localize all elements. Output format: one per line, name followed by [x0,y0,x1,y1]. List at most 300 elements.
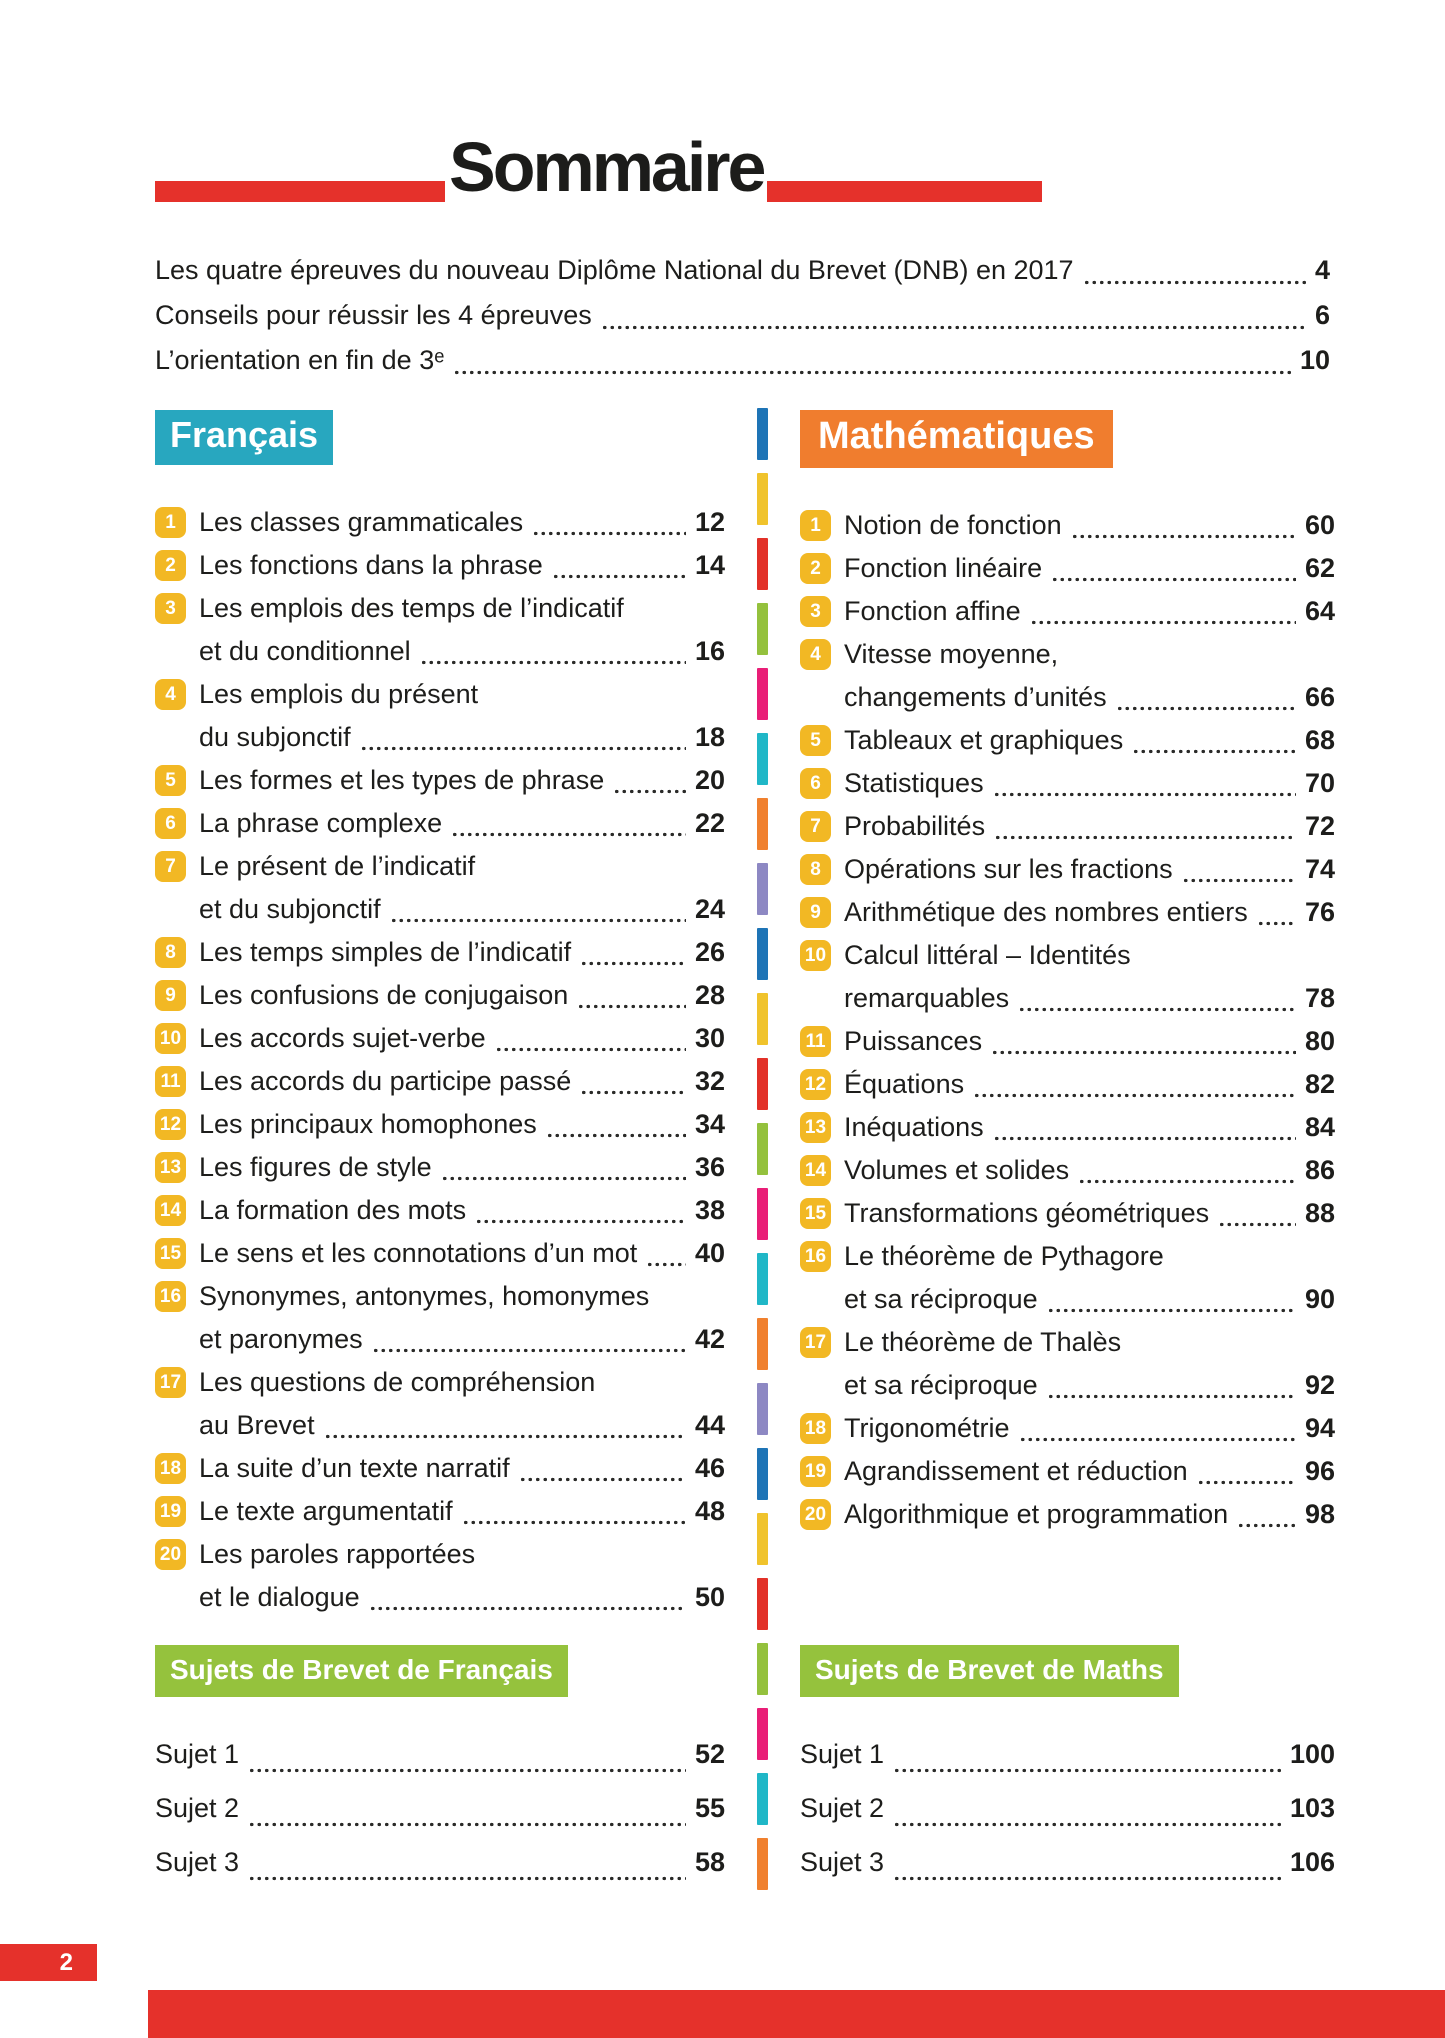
toc-line [844,1106,1335,1149]
item-number-badge: 4 [800,639,831,670]
toc-item-lines [844,547,1335,590]
toc-line [199,1447,725,1490]
item-number-badge: 1 [155,507,186,538]
dot-leader-icon [973,1093,1296,1098]
toc-line [844,1321,1335,1364]
toc-item-lines [844,1063,1335,1106]
page-ref: 38 [694,1195,725,1225]
toc-line [800,1727,1335,1781]
toc-line [844,1493,1335,1536]
toc-item-lines [844,934,1335,1020]
item-number-badge: 13 [800,1112,831,1143]
page-ref: 32 [694,1066,725,1096]
dot-leader-icon [372,1348,686,1353]
item-number-badge: 15 [800,1198,831,1229]
toc-item-lines [844,1493,1335,1536]
toc-label: Vitesse moyenne, [844,639,1059,669]
toc-item-lines [844,633,1335,719]
sujets-header: Sujets de Brevet de Maths [800,1645,1179,1697]
sujets-block [155,1645,725,1889]
toc-line [199,888,725,931]
toc-item-lines [199,544,725,587]
divider-dash-icon [757,1643,768,1695]
toc-item [155,759,725,802]
item-number-badge: 16 [800,1241,831,1272]
item-number-badge: 12 [800,1069,831,1100]
toc-item-lines [199,1447,725,1490]
item-number-badge: 2 [800,553,831,584]
toc-list [155,501,725,1619]
toc-line [155,1727,725,1781]
toc-label: Les figures de style [199,1152,432,1182]
toc-line [800,1835,1335,1889]
toc-line [155,248,1330,293]
toc-item [155,587,725,673]
toc-item [155,1533,725,1619]
page-ref: 66 [1304,682,1335,712]
dot-leader-icon [1047,1394,1296,1399]
toc-line [844,762,1335,805]
dot-leader-icon [601,325,1306,330]
page-ref: 88 [1304,1198,1335,1228]
toc-item [155,845,725,931]
toc-item [155,974,725,1017]
item-number-badge: 8 [155,937,186,968]
page-ref: 10 [1299,345,1330,375]
toc-item-lines [844,1450,1335,1493]
divider-dash-icon [757,1448,768,1500]
toc-line [844,1149,1335,1192]
toc-label: Arithmétique des nombres entiers [844,897,1248,927]
toc-item [800,1149,1335,1192]
toc-label: Les temps simples de l’indicatif [199,937,572,967]
page-ref: 42 [694,1324,725,1354]
toc-line [844,1235,1335,1278]
divider-dash-icon [757,928,768,980]
toc-label: Le théorème de Pythagore [844,1241,1164,1271]
toc-item-lines [199,1017,725,1060]
bottom-accent-bar [148,1990,1445,2038]
item-number-badge: 6 [155,808,186,839]
divider-dash-icon [757,993,768,1045]
toc-item-lines [199,845,725,931]
divider-dash-icon [757,1513,768,1565]
toc-item-lines [199,974,725,1017]
page-ref: 4 [1314,255,1330,285]
toc-label: Statistiques [844,768,984,798]
toc-label: Les accords sujet-verbe [199,1023,486,1053]
item-number-badge: 4 [155,679,186,710]
item-number-badge: 18 [800,1413,831,1444]
item-number-badge: 18 [155,1453,186,1484]
toc-label: Les accords du participe passé [199,1066,572,1096]
toc-label: Équations [844,1069,965,1099]
page-ref: 62 [1304,553,1335,583]
toc-item [800,719,1335,762]
page-ref: 44 [694,1410,725,1440]
item-number-badge: 12 [155,1109,186,1140]
toc-item-lines [199,1533,725,1619]
toc-label: Transformations géométriques [844,1198,1210,1228]
toc-item [800,504,1335,547]
toc-label: Calcul littéral – Identités [844,940,1131,970]
item-number-badge: 5 [155,765,186,796]
toc-line [844,934,1335,977]
toc-item [155,1103,725,1146]
divider-dash-icon [757,863,768,915]
toc-item-lines [199,1189,725,1232]
dot-leader-icon [893,1768,1281,1773]
page-ref: 103 [1289,1793,1335,1823]
toc-line [199,759,725,802]
toc-line [844,1364,1335,1407]
toc-item [800,1063,1335,1106]
dot-leader-icon [453,370,1291,375]
toc-label: et paronymes [199,1324,363,1354]
item-number-badge: 11 [155,1066,186,1097]
dot-leader-icon [546,1133,686,1138]
toc-line [199,1404,725,1447]
toc-item [800,1106,1335,1149]
toc-label: Les fonctions dans la phrase [199,550,543,580]
page-number-tab [0,1944,97,1981]
toc-item [155,931,725,974]
toc-label: Sujet 1 [155,1739,240,1769]
dot-leader-icon [451,832,686,837]
page-ref: 72 [1304,811,1335,841]
item-number-badge: 19 [155,1496,186,1527]
page-ref: 94 [1304,1413,1335,1443]
toc-label: Les paroles rapportées [199,1539,476,1569]
page-ref: 86 [1304,1155,1335,1185]
toc-item-lines [199,1146,725,1189]
page-ref: 74 [1304,854,1335,884]
divider-dash-icon [757,798,768,850]
dot-leader-icon [552,574,686,579]
toc-line [199,1060,725,1103]
toc-label: Agrandissement et réduction [844,1456,1188,1486]
toc-item [155,802,725,845]
toc-item [800,1450,1335,1493]
toc-item [800,590,1335,633]
toc-label: Fonction linéaire [844,553,1043,583]
toc-item [155,1447,725,1490]
toc-line [844,1450,1335,1493]
toc-label: changements d’unités [844,682,1107,712]
page-ref: 92 [1304,1370,1335,1400]
item-number-badge: 17 [800,1327,831,1358]
toc-item [155,1189,725,1232]
page-ref: 22 [694,808,725,838]
divider-dash-icon [757,733,768,785]
dot-leader-icon [994,835,1296,840]
dot-leader-icon [1018,1007,1296,1012]
page-ref: 84 [1304,1112,1335,1142]
toc-line [844,891,1335,934]
divider-dash-icon [757,1773,768,1825]
page-ref: 16 [694,636,725,666]
page-ref: 78 [1304,983,1335,1013]
page-ref: 68 [1304,725,1335,755]
toc-label: au Brevet [199,1410,315,1440]
item-number-badge: 7 [800,811,831,842]
dot-leader-icon [1197,1480,1296,1485]
item-number-badge: 20 [800,1499,831,1530]
divider-dash-icon [757,668,768,720]
section-header: Mathématiques [800,410,1113,468]
toc-line [199,1189,725,1232]
toc-line [844,676,1335,719]
toc-item-lines [199,1361,725,1447]
toc-item-lines [844,1106,1335,1149]
toc-label: Le sens et les connotations d’un mot [199,1238,638,1268]
toc-label: Probabilités [844,811,986,841]
toc-item [800,1192,1335,1235]
toc-line [199,1533,725,1576]
divider-dash-icon [757,1123,768,1175]
toc-line [199,587,725,630]
toc-line [844,590,1335,633]
toc-item-lines [844,1321,1335,1407]
dot-leader-icon [390,918,686,923]
toc-item [800,1020,1335,1063]
toc-label: Fonction affine [844,596,1021,626]
toc-line [844,1278,1335,1321]
toc-item [155,1017,725,1060]
toc-item-lines [199,1103,725,1146]
toc-line [844,1020,1335,1063]
toc-item-lines [844,1149,1335,1192]
page-ref: 100 [1289,1739,1335,1769]
toc-item [800,805,1335,848]
toc-label: et sa réciproque [844,1370,1038,1400]
toc-line [199,1146,725,1189]
toc-label: Les classes grammaticales [199,507,524,537]
item-number-badge: 13 [155,1152,186,1183]
divider-dash-icon [757,1058,768,1110]
page-ref: 6 [1314,300,1330,330]
page-ref: 34 [694,1109,725,1139]
toc-item [800,633,1335,719]
toc-label: Tableaux et graphiques [844,725,1124,755]
dot-leader-icon [1116,706,1296,711]
toc-line [844,504,1335,547]
toc-label: et sa réciproque [844,1284,1038,1314]
divider-dash-icon [757,1838,768,1890]
toc-label: Trigonométrie [844,1413,1010,1443]
toc-item-lines [844,1407,1335,1450]
page-ref: 64 [1304,596,1335,626]
toc-line [199,974,725,1017]
toc-item [800,1235,1335,1321]
dot-leader-icon [1078,1179,1296,1184]
item-number-badge: 14 [800,1155,831,1186]
toc-item [155,1275,725,1361]
page-ref: 18 [694,722,725,752]
dot-leader-icon [646,1262,686,1267]
dot-leader-icon [462,1520,686,1525]
dot-leader-icon [1132,749,1296,754]
page-ref: 36 [694,1152,725,1182]
toc-label: Sujet 1 [800,1739,885,1769]
divider-dash-icon [757,1318,768,1370]
toc-item-lines [844,504,1335,547]
item-number-badge: 9 [800,897,831,928]
dot-leader-icon [248,1822,686,1827]
dot-leader-icon [420,660,686,665]
toc-line [199,1490,725,1533]
page-ref: 52 [694,1739,725,1769]
page-ref: 76 [1304,897,1335,927]
toc-item-lines [844,1192,1335,1235]
toc-label: et du conditionnel [199,636,411,666]
dot-leader-icon [993,792,1296,797]
toc-label: Sujet 3 [800,1847,885,1877]
toc-item-lines [844,1235,1335,1321]
page-title: Sommaire [449,128,764,206]
toc-label: Les emplois des temps de l’indicatif [199,593,624,623]
dot-leader-icon [495,1047,686,1052]
toc-line [199,802,725,845]
toc-label: Les questions de compréhension [199,1367,596,1397]
toc-label: Inéquations [844,1112,984,1142]
dot-leader-icon [532,531,686,536]
divider-dash-icon [757,1188,768,1240]
title-rule-left-icon [155,181,445,202]
page-ref: 24 [694,894,725,924]
item-number-badge: 8 [800,854,831,885]
divider-dash-icon [757,408,768,460]
toc-item-lines [199,673,725,759]
dot-leader-icon [1083,280,1306,285]
toc-label: Le présent de l’indicatif [199,851,476,881]
item-number-badge: 6 [800,768,831,799]
toc-item [155,1060,725,1103]
toc-line [199,931,725,974]
toc-line [199,1361,725,1404]
page-ref: 30 [694,1023,725,1053]
dot-leader-icon [580,961,686,966]
page-ref: 106 [1289,1847,1335,1877]
toc-item-lines [199,759,725,802]
toc-item-lines [844,891,1335,934]
toc-item [800,891,1335,934]
toc-label: Sujet 2 [155,1793,240,1823]
toc-item [800,1407,1335,1450]
toc-line [199,1576,725,1619]
dot-leader-icon [248,1768,686,1773]
divider-dash-icon [757,1383,768,1435]
toc-line [199,1318,725,1361]
toc-label: Les principaux homophones [199,1109,537,1139]
page-ref: 12 [694,507,725,537]
toc-label: Notion de fonction [844,510,1062,540]
page-ref: 80 [1304,1026,1335,1056]
divider-dash-icon [757,473,768,525]
item-number-badge: 11 [800,1026,831,1057]
page-ref: 58 [694,1847,725,1877]
divider-dash-icon [757,1253,768,1305]
toc-line [199,673,725,716]
dot-leader-icon [613,789,686,794]
toc-label: Puissances [844,1026,983,1056]
toc-line [155,338,1330,383]
toc-line [199,544,725,587]
item-number-badge: 3 [155,593,186,624]
toc-label: Les quatre épreuves du nouveau Diplôme National du Brevet (DNB) en 2017 [155,255,1074,285]
divider-dash-icon [757,1578,768,1630]
toc-item [800,1321,1335,1407]
intro-toc [155,248,1330,383]
dot-leader-icon [991,1050,1296,1055]
toc-line [155,1835,725,1889]
dot-leader-icon [893,1822,1281,1827]
toc-label: remarquables [844,983,1010,1013]
toc-label: Les formes et les types de phrase [199,765,605,795]
toc-item-lines [199,1232,725,1275]
toc-label: Conseils pour réussir les 4 épreuves [155,300,592,330]
page-ref: 60 [1304,510,1335,540]
toc-line [844,977,1335,1020]
divider-dash-icon [757,1708,768,1760]
dot-leader-icon [1257,921,1296,926]
toc-line [199,845,725,888]
toc-item-lines [844,590,1335,633]
item-number-badge: 9 [155,980,186,1011]
item-number-badge: 2 [155,550,186,581]
page-ref: 90 [1304,1284,1335,1314]
dot-leader-icon [1019,1437,1296,1442]
dot-leader-icon [577,1004,686,1009]
toc-label: Les confusions de conjugaison [199,980,569,1010]
dot-leader-icon [580,1090,686,1095]
page-ref: 20 [694,765,725,795]
toc-item-lines [199,1275,725,1361]
item-number-badge: 10 [155,1023,186,1054]
item-number-badge: 17 [155,1367,186,1398]
page-ref: 98 [1304,1499,1335,1529]
page-ref: 96 [1304,1456,1335,1486]
item-number-badge: 16 [155,1281,186,1312]
page-ref: 55 [694,1793,725,1823]
dot-leader-icon [248,1876,686,1881]
toc-item-lines [844,1020,1335,1063]
toc-line [199,630,725,673]
toc-item [155,1146,725,1189]
toc-item [155,544,725,587]
toc-label: Volumes et solides [844,1155,1070,1185]
toc-line [844,1192,1335,1235]
item-number-badge: 20 [155,1539,186,1570]
toc-line [199,1017,725,1060]
title-rule-right-icon [767,181,1042,202]
toc-label: Les emplois du présent [199,679,479,709]
toc-line [800,1781,1335,1835]
toc-label: Le théorème de Thalès [844,1327,1122,1357]
toc-line [199,1103,725,1146]
toc-line [155,1781,725,1835]
toc-item-lines [199,1060,725,1103]
toc-item-lines [199,587,725,673]
dot-leader-icon [1030,620,1296,625]
toc-item [155,673,725,759]
dot-leader-icon [369,1606,686,1611]
sujets-block [800,1645,1335,1889]
toc-label: Sujet 3 [155,1847,240,1877]
toc-item-lines [844,848,1335,891]
toc-list [800,504,1335,1536]
toc-label: La suite d’un texte narratif [199,1453,510,1483]
